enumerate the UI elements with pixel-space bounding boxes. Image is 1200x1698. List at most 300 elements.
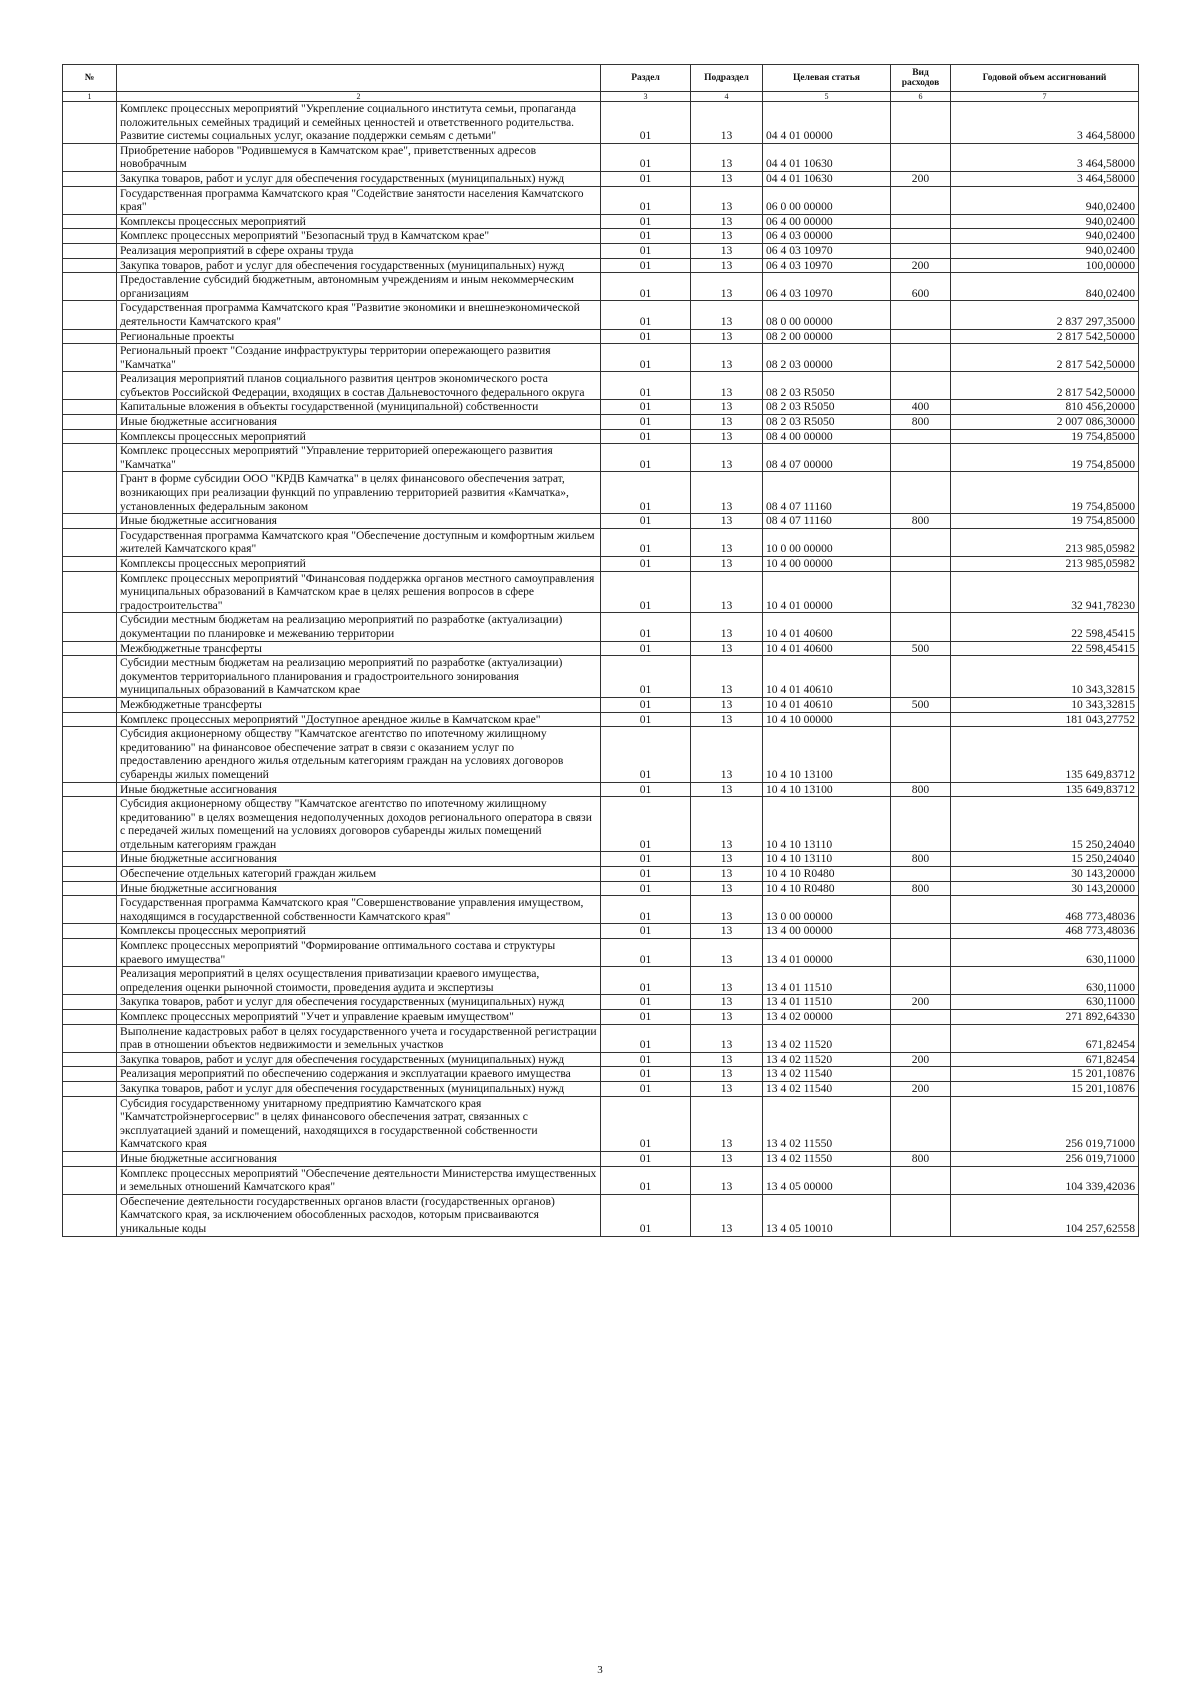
row-name-cell: Предоставление субсидий бюджетным, автономным учреждениям и иным некоммерческим организациям [117, 273, 601, 301]
row-kind-cell [891, 797, 951, 852]
table-row [63, 656, 1139, 698]
row-name-cell: Государственная программа Камчатского края "Совершенствование управления имуществом, находящимся в государственной собственности Камчатского края" [117, 896, 601, 924]
row-name-cell: Обеспечение деятельности государственных органов власти (государственных органов) Камчатского края, за исключением обособленных расходов, которым присваиваются уникальные коды [117, 1194, 601, 1236]
row-amount-cell: 135 649,83712 [951, 727, 1139, 782]
row-number-cell [63, 967, 117, 995]
row-section-cell: 01 [601, 641, 691, 656]
row-target-code-cell: 08 2 03 R5050 [763, 372, 891, 400]
row-target-code-cell: 13 4 01 11510 [763, 967, 891, 995]
row-kind-cell [891, 712, 951, 727]
header-target: Целевая статья [763, 65, 891, 92]
row-target-code-cell: 13 4 05 10010 [763, 1194, 891, 1236]
row-target-code-cell: 13 4 02 11520 [763, 1052, 891, 1067]
row-kind-cell [891, 329, 951, 344]
table-row [63, 444, 1139, 472]
row-kind-cell [891, 967, 951, 995]
document-page [62, 64, 1138, 1237]
row-amount-cell: 10 343,32815 [951, 697, 1139, 712]
row-section-cell: 01 [601, 881, 691, 896]
row-kind-cell [891, 301, 951, 329]
row-section-cell: 01 [601, 415, 691, 430]
row-section-cell: 01 [601, 243, 691, 258]
row-name-cell: Закупка товаров, работ и услуг для обеспечения государственных (муниципальных) нужд [117, 258, 601, 273]
row-subsection-cell: 13 [691, 415, 763, 430]
row-number-cell [63, 415, 117, 430]
row-name-cell: Иные бюджетные ассигнования [117, 852, 601, 867]
row-target-code-cell: 13 4 00 00000 [763, 924, 891, 939]
row-target-code-cell: 13 4 05 00000 [763, 1166, 891, 1194]
row-name-cell: Комплекс процессных мероприятий "Доступное арендное жилье в Камчатском крае" [117, 712, 601, 727]
row-subsection-cell: 13 [691, 557, 763, 572]
row-kind-cell: 800 [891, 881, 951, 896]
row-number-cell [63, 1096, 117, 1151]
row-subsection-cell: 13 [691, 881, 763, 896]
row-name-cell: Приобретение наборов "Родившемуся в Камчатском крае", приветственных адресов новобрачным [117, 143, 601, 171]
row-name-cell: Реализация мероприятий в сфере охраны труда [117, 243, 601, 258]
row-subsection-cell: 13 [691, 243, 763, 258]
row-number-cell [63, 301, 117, 329]
row-amount-cell: 30 143,20000 [951, 881, 1139, 896]
row-name-cell: Закупка товаров, работ и услуг для обеспечения государственных (муниципальных) нужд [117, 1081, 601, 1096]
column-number: 2 [117, 92, 601, 102]
row-name-cell: Региональный проект "Создание инфраструктуры территории опережающего развития "Камчатка" [117, 344, 601, 372]
table-row [63, 613, 1139, 641]
row-target-code-cell: 08 2 03 R5050 [763, 400, 891, 415]
row-target-code-cell: 06 4 03 10970 [763, 243, 891, 258]
table-row [63, 727, 1139, 782]
row-number-cell [63, 214, 117, 229]
row-subsection-cell: 13 [691, 1096, 763, 1151]
row-section-cell: 01 [601, 867, 691, 882]
row-subsection-cell: 13 [691, 571, 763, 613]
row-section-cell: 01 [601, 171, 691, 186]
row-number-cell [63, 171, 117, 186]
row-subsection-cell: 13 [691, 1166, 763, 1194]
row-name-cell: Комплексы процессных мероприятий [117, 557, 601, 572]
row-target-code-cell: 13 4 01 00000 [763, 939, 891, 967]
row-section-cell: 01 [601, 557, 691, 572]
row-target-code-cell: 10 4 10 R0480 [763, 867, 891, 882]
row-amount-cell: 940,02400 [951, 186, 1139, 214]
header-name [117, 65, 601, 92]
row-target-code-cell: 10 4 10 13110 [763, 852, 891, 867]
row-amount-cell: 940,02400 [951, 243, 1139, 258]
row-target-code-cell: 04 4 01 10630 [763, 171, 891, 186]
row-amount-cell: 104 257,62558 [951, 1194, 1139, 1236]
row-name-cell: Комплекс процессных мероприятий "Обеспечение деятельности Министерства имущественных и земельных отношений Камчатского края" [117, 1166, 601, 1194]
row-subsection-cell: 13 [691, 143, 763, 171]
row-target-code-cell: 10 4 10 13110 [763, 797, 891, 852]
row-kind-cell [891, 1010, 951, 1025]
row-name-cell: Комплекс процессных мероприятий "Учет и управление краевым имуществом" [117, 1010, 601, 1025]
row-amount-cell: 15 250,24040 [951, 852, 1139, 867]
row-subsection-cell: 13 [691, 1151, 763, 1166]
column-number: 1 [63, 92, 117, 102]
row-subsection-cell: 13 [691, 329, 763, 344]
table-row [63, 143, 1139, 171]
row-kind-cell [891, 472, 951, 514]
row-amount-cell: 630,11000 [951, 939, 1139, 967]
row-section-cell: 01 [601, 1194, 691, 1236]
table-row [63, 1194, 1139, 1236]
row-kind-cell [891, 372, 951, 400]
row-amount-cell: 271 892,64330 [951, 1010, 1139, 1025]
row-name-cell: Иные бюджетные ассигнования [117, 782, 601, 797]
table-row [63, 1052, 1139, 1067]
table-row [63, 429, 1139, 444]
row-kind-cell: 200 [891, 1052, 951, 1067]
header-kind: Вид расходов [891, 65, 951, 92]
row-name-cell: Комплекс процессных мероприятий "Укрепление социального института семьи, пропаганда положительных семейных традиций и семейных ценностей и ответственного родительства. Развитие системы социальных услуг, оказание поддержки семьям с детьми" [117, 102, 601, 144]
row-subsection-cell: 13 [691, 1067, 763, 1082]
table-row [63, 528, 1139, 556]
row-amount-cell: 671,82454 [951, 1024, 1139, 1052]
row-number-cell [63, 613, 117, 641]
row-amount-cell: 10 343,32815 [951, 656, 1139, 698]
row-subsection-cell: 13 [691, 1194, 763, 1236]
row-section-cell: 01 [601, 429, 691, 444]
row-amount-cell: 19 754,85000 [951, 444, 1139, 472]
table-row [63, 641, 1139, 656]
row-number-cell [63, 429, 117, 444]
budget-table [62, 64, 1139, 1237]
row-amount-cell: 940,02400 [951, 214, 1139, 229]
row-subsection-cell: 13 [691, 967, 763, 995]
row-target-code-cell: 08 4 07 11160 [763, 472, 891, 514]
row-section-cell: 01 [601, 939, 691, 967]
row-kind-cell [891, 143, 951, 171]
row-subsection-cell: 13 [691, 727, 763, 782]
row-name-cell: Субсидия акционерному обществу "Камчатское агентство по ипотечному жилищному кредитованию" на финансовое обеспечение затрат в связи с оказанием услуг по предоставлению арендного жилья отдельным категориям граждан на условиях договоров субаренды жилых помещений [117, 727, 601, 782]
row-kind-cell [891, 444, 951, 472]
table-row [63, 782, 1139, 797]
row-name-cell: Комплекс процессных мероприятий "Финансовая поддержка органов местного самоуправления муниципальных образований в Камчатском крае в целях решения вопросов в сфере градостроительства" [117, 571, 601, 613]
row-number-cell [63, 881, 117, 896]
row-subsection-cell: 13 [691, 656, 763, 698]
row-amount-cell: 2 837 297,35000 [951, 301, 1139, 329]
row-name-cell: Государственная программа Камчатского края "Развитие экономики и внешнеэкономической деятельности Камчатского края" [117, 301, 601, 329]
column-number: 5 [763, 92, 891, 102]
row-number-cell [63, 571, 117, 613]
row-target-code-cell: 06 4 03 10970 [763, 258, 891, 273]
row-number-cell [63, 329, 117, 344]
row-amount-cell: 3 464,58000 [951, 143, 1139, 171]
row-amount-cell: 810 456,20000 [951, 400, 1139, 415]
row-kind-cell [891, 1166, 951, 1194]
row-section-cell: 01 [601, 782, 691, 797]
row-number-cell [63, 243, 117, 258]
row-amount-cell: 15 201,10876 [951, 1067, 1139, 1082]
row-section-cell: 01 [601, 727, 691, 782]
row-number-cell [63, 712, 117, 727]
row-section-cell: 01 [601, 1067, 691, 1082]
row-name-cell: Комплекс процессных мероприятий "Безопасный труд в Камчатском крае" [117, 229, 601, 244]
row-amount-cell: 3 464,58000 [951, 102, 1139, 144]
row-number-cell [63, 867, 117, 882]
row-number-cell [63, 444, 117, 472]
row-kind-cell [891, 528, 951, 556]
row-subsection-cell: 13 [691, 344, 763, 372]
row-section-cell: 01 [601, 967, 691, 995]
row-kind-cell: 200 [891, 258, 951, 273]
row-subsection-cell: 13 [691, 229, 763, 244]
table-row [63, 896, 1139, 924]
table-row [63, 171, 1139, 186]
row-target-code-cell: 13 0 00 00000 [763, 896, 891, 924]
row-number-cell [63, 186, 117, 214]
row-kind-cell [891, 1024, 951, 1052]
table-row [63, 1067, 1139, 1082]
row-section-cell: 01 [601, 1010, 691, 1025]
row-name-cell: Реализация мероприятий планов социального развития центров экономического роста субъектов Российской Федерации, входящих в состав Дальневосточного федерального округа [117, 372, 601, 400]
row-target-code-cell: 13 4 02 11540 [763, 1081, 891, 1096]
row-subsection-cell: 13 [691, 613, 763, 641]
row-section-cell: 01 [601, 995, 691, 1010]
row-subsection-cell: 13 [691, 528, 763, 556]
row-amount-cell: 22 598,45415 [951, 641, 1139, 656]
row-target-code-cell: 13 4 02 11520 [763, 1024, 891, 1052]
table-row [63, 301, 1139, 329]
row-number-cell [63, 1010, 117, 1025]
table-row [63, 852, 1139, 867]
header-no: № [63, 65, 117, 92]
row-section-cell: 01 [601, 444, 691, 472]
row-kind-cell [891, 102, 951, 144]
row-section-cell: 01 [601, 797, 691, 852]
row-kind-cell: 800 [891, 782, 951, 797]
row-number-cell [63, 939, 117, 967]
row-section-cell: 01 [601, 472, 691, 514]
row-section-cell: 01 [601, 258, 691, 273]
row-kind-cell [891, 557, 951, 572]
row-target-code-cell: 08 4 07 00000 [763, 444, 891, 472]
row-subsection-cell: 13 [691, 867, 763, 882]
row-number-cell [63, 641, 117, 656]
row-name-cell: Межбюджетные трансферты [117, 697, 601, 712]
row-section-cell: 01 [601, 400, 691, 415]
row-subsection-cell: 13 [691, 186, 763, 214]
row-name-cell: Государственная программа Камчатского края "Содействие занятости населения Камчатского края" [117, 186, 601, 214]
row-kind-cell: 500 [891, 697, 951, 712]
column-number: 3 [601, 92, 691, 102]
table-row [63, 1166, 1139, 1194]
row-target-code-cell: 13 4 02 00000 [763, 1010, 891, 1025]
row-number-cell [63, 727, 117, 782]
row-subsection-cell: 13 [691, 782, 763, 797]
row-amount-cell: 468 773,48036 [951, 924, 1139, 939]
row-kind-cell: 500 [891, 641, 951, 656]
table-row [63, 229, 1139, 244]
row-subsection-cell: 13 [691, 429, 763, 444]
row-section-cell: 01 [601, 697, 691, 712]
row-kind-cell [891, 656, 951, 698]
table-row [63, 273, 1139, 301]
row-amount-cell: 940,02400 [951, 229, 1139, 244]
table-row [63, 186, 1139, 214]
row-subsection-cell: 13 [691, 444, 763, 472]
table-row [63, 967, 1139, 995]
table-row [63, 344, 1139, 372]
row-subsection-cell: 13 [691, 214, 763, 229]
row-target-code-cell: 10 4 10 00000 [763, 712, 891, 727]
row-name-cell: Межбюджетные трансферты [117, 641, 601, 656]
row-number-cell [63, 229, 117, 244]
header-section: Раздел [601, 65, 691, 92]
row-section-cell: 01 [601, 214, 691, 229]
row-kind-cell [891, 896, 951, 924]
row-section-cell: 01 [601, 301, 691, 329]
row-number-cell [63, 528, 117, 556]
row-number-cell [63, 102, 117, 144]
column-number: 7 [951, 92, 1139, 102]
row-subsection-cell: 13 [691, 995, 763, 1010]
row-target-code-cell: 06 4 03 10970 [763, 273, 891, 301]
table-row [63, 924, 1139, 939]
row-name-cell: Комплексы процессных мероприятий [117, 429, 601, 444]
row-kind-cell: 600 [891, 273, 951, 301]
row-kind-cell: 800 [891, 514, 951, 529]
row-section-cell: 01 [601, 528, 691, 556]
header-amount: Годовой объем ассигнований [951, 65, 1139, 92]
row-name-cell: Закупка товаров, работ и услуг для обеспечения государственных (муниципальных) нужд [117, 995, 601, 1010]
row-amount-cell: 104 339,42036 [951, 1166, 1139, 1194]
row-target-code-cell: 06 4 03 00000 [763, 229, 891, 244]
row-subsection-cell: 13 [691, 939, 763, 967]
row-subsection-cell: 13 [691, 1024, 763, 1052]
row-kind-cell: 800 [891, 415, 951, 430]
row-amount-cell: 2 817 542,50000 [951, 372, 1139, 400]
row-amount-cell: 100,00000 [951, 258, 1139, 273]
row-name-cell: Иные бюджетные ассигнования [117, 415, 601, 430]
row-section-cell: 01 [601, 229, 691, 244]
header-subsection: Подраздел [691, 65, 763, 92]
row-amount-cell: 630,11000 [951, 967, 1139, 995]
row-target-code-cell: 08 4 00 00000 [763, 429, 891, 444]
row-amount-cell: 135 649,83712 [951, 782, 1139, 797]
table-row [63, 697, 1139, 712]
row-section-cell: 01 [601, 273, 691, 301]
row-target-code-cell: 08 2 03 R5050 [763, 415, 891, 430]
row-name-cell: Комплекс процессных мероприятий "Формирование оптимального состава и структуры краевого имущества" [117, 939, 601, 967]
row-section-cell: 01 [601, 1096, 691, 1151]
row-section-cell: 01 [601, 1024, 691, 1052]
table-row [63, 243, 1139, 258]
row-number-cell [63, 1151, 117, 1166]
row-target-code-cell: 13 4 01 11510 [763, 995, 891, 1010]
row-name-cell: Комплексы процессных мероприятий [117, 924, 601, 939]
row-kind-cell [891, 344, 951, 372]
row-name-cell: Иные бюджетные ассигнования [117, 1151, 601, 1166]
row-kind-cell [891, 1096, 951, 1151]
row-subsection-cell: 13 [691, 171, 763, 186]
row-section-cell: 01 [601, 924, 691, 939]
table-row [63, 867, 1139, 882]
row-section-cell: 01 [601, 712, 691, 727]
row-amount-cell: 22 598,45415 [951, 613, 1139, 641]
table-row [63, 102, 1139, 144]
row-number-cell [63, 1067, 117, 1082]
row-target-code-cell: 10 4 10 R0480 [763, 881, 891, 896]
row-number-cell [63, 896, 117, 924]
row-subsection-cell: 13 [691, 641, 763, 656]
row-target-code-cell: 10 4 01 40610 [763, 697, 891, 712]
row-amount-cell: 256 019,71000 [951, 1151, 1139, 1166]
row-number-cell [63, 143, 117, 171]
table-row [63, 1024, 1139, 1052]
row-amount-cell: 181 043,27752 [951, 712, 1139, 727]
row-kind-cell [891, 214, 951, 229]
row-amount-cell: 2 007 086,30000 [951, 415, 1139, 430]
table-row [63, 329, 1139, 344]
row-target-code-cell: 10 4 01 40610 [763, 656, 891, 698]
row-section-cell: 01 [601, 613, 691, 641]
row-name-cell: Закупка товаров, работ и услуг для обеспечения государственных (муниципальных) нужд [117, 171, 601, 186]
row-subsection-cell: 13 [691, 1081, 763, 1096]
row-section-cell: 01 [601, 656, 691, 698]
row-number-cell [63, 1052, 117, 1067]
row-kind-cell: 200 [891, 171, 951, 186]
row-subsection-cell: 13 [691, 400, 763, 415]
row-name-cell: Закупка товаров, работ и услуг для обеспечения государственных (муниципальных) нужд [117, 1052, 601, 1067]
row-name-cell: Иные бюджетные ассигнования [117, 514, 601, 529]
row-number-cell [63, 656, 117, 698]
row-subsection-cell: 13 [691, 472, 763, 514]
table-row [63, 472, 1139, 514]
row-target-code-cell: 08 2 03 00000 [763, 344, 891, 372]
row-target-code-cell: 13 4 02 11540 [763, 1067, 891, 1082]
row-section-cell: 01 [601, 1166, 691, 1194]
table-row [63, 1081, 1139, 1096]
row-amount-cell: 256 019,71000 [951, 1096, 1139, 1151]
table-row [63, 415, 1139, 430]
row-target-code-cell: 08 4 07 11160 [763, 514, 891, 529]
row-kind-cell: 200 [891, 1081, 951, 1096]
row-number-cell [63, 782, 117, 797]
row-amount-cell: 32 941,78230 [951, 571, 1139, 613]
column-number: 4 [691, 92, 763, 102]
row-amount-cell: 19 754,85000 [951, 472, 1139, 514]
row-name-cell: Субсидия государственному унитарному предприятию Камчатского края "Камчатстройэнергосервис" в целях финансового обеспечения затрат, связанных с эксплуатацией зданий и помещений, находящихся в государственной собственности Камчатского края [117, 1096, 601, 1151]
row-name-cell: Комплекс процессных мероприятий "Управление территорией опережающего развития "Камчатка" [117, 444, 601, 472]
row-name-cell: Государственная программа Камчатского края "Обеспечение доступным и комфортным жильем жителей Камчатского края" [117, 528, 601, 556]
table-row [63, 400, 1139, 415]
row-kind-cell [891, 924, 951, 939]
table-row [63, 214, 1139, 229]
row-amount-cell: 840,02400 [951, 273, 1139, 301]
row-section-cell: 01 [601, 1151, 691, 1166]
row-amount-cell: 3 464,58000 [951, 171, 1139, 186]
row-subsection-cell: 13 [691, 273, 763, 301]
row-section-cell: 01 [601, 852, 691, 867]
row-number-cell [63, 472, 117, 514]
row-number-cell [63, 258, 117, 273]
row-number-cell [63, 924, 117, 939]
row-amount-cell: 30 143,20000 [951, 867, 1139, 882]
row-number-cell [63, 273, 117, 301]
row-kind-cell: 800 [891, 1151, 951, 1166]
row-kind-cell: 800 [891, 852, 951, 867]
row-name-cell: Реализация мероприятий по обеспечению содержания и эксплуатации краевого имущества [117, 1067, 601, 1082]
row-subsection-cell: 13 [691, 514, 763, 529]
row-number-cell [63, 1194, 117, 1236]
row-subsection-cell: 13 [691, 852, 763, 867]
column-number: 6 [891, 92, 951, 102]
row-amount-cell: 19 754,85000 [951, 514, 1139, 529]
header-row [63, 65, 1139, 92]
table-row [63, 372, 1139, 400]
row-amount-cell: 468 773,48036 [951, 896, 1139, 924]
row-number-cell [63, 1166, 117, 1194]
